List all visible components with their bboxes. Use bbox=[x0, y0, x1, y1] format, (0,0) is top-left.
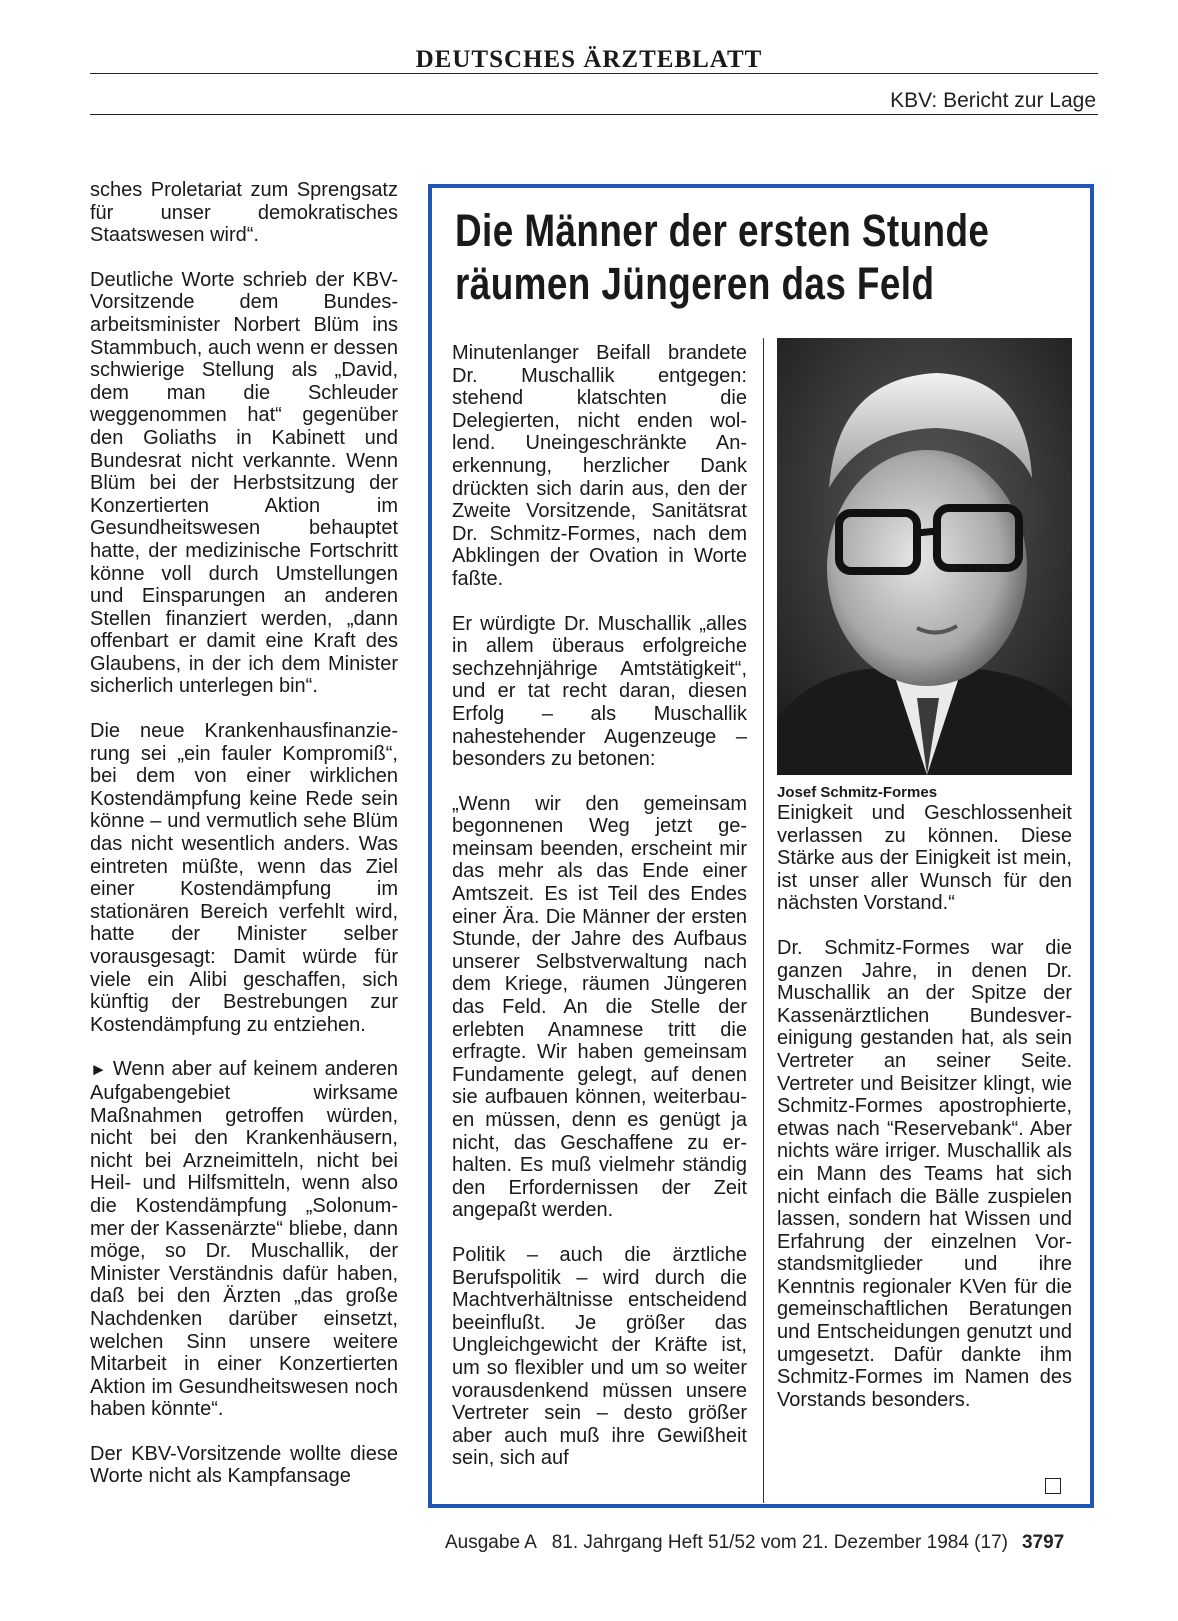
headline-line-1: Die Männer der ersten Stunde bbox=[455, 205, 990, 256]
left-paragraph-1: sches Proletariat zum Sprengsatz für unser demokratisches Staatswesen wird“. bbox=[90, 179, 398, 247]
column-divider bbox=[763, 338, 764, 1503]
left-paragraph-3: Die neue Krankenhausfinanzierung sei „ein fauler Kompromiß“, bei dem von einer wirklichen Kostendämpfung keine Rede sein könne – und vermutlich sehe Blüm das nicht wesentlich anders. Was eintreten müßte, wenn das Ziel einer Kostendämpfung im stationären Bereich verfehlt wird, hatte der Minister selber vorausgesagt: Damit würde für viele ein Alibi geschaffen, sich künftig der Bestrebungen zur Kostendämpfung zu entziehen. bbox=[90, 720, 398, 1036]
article-paragraph-5: Einigkeit und Geschlossenheit verlassen zu können. Diese Stärke aus der Einigkeit ist mein, ist unser aller Wunsch für den nächsten Vorstand.“ bbox=[777, 802, 1072, 915]
left-paragraph-4-text: Wenn aber auf keinem anderen Aufgabengebiet wirksame Maßnahmen getroffen würden, nicht bei den Krankenhäusern, nicht bei Arzneimitteln, nicht bei Heil- und Hilfsmitteln, wenn also die Kostendämpfung „Solonummer der Kassenärzte“ bliebe, dann möge, so Dr. Muschallik, der Minister Verständnis dafür haben, daß bei den Ärzten „das große Nachdenken darüber einsetzt, welchen Sinn unsere weitere Mitarbeit in einer Konzertierten Aktion im Gesundheitswesen noch haben könnte“. bbox=[90, 1058, 398, 1421]
article-column-2 bbox=[777, 802, 1072, 1411]
portrait-image bbox=[777, 338, 1072, 775]
masthead-rule bbox=[90, 73, 1098, 74]
header-rule bbox=[90, 114, 1098, 115]
photo-caption: Josef Schmitz-Formes bbox=[777, 784, 938, 801]
masthead: DEUTSCHES ÄRZTEBLATT bbox=[415, 46, 763, 73]
article-paragraph-1: Minutenlanger Beifall brandete Dr. Muschallik entgegen: stehend klatschten die Delegierten, nicht enden wollend. Uneingeschränkte Anerkennung, herzlicher Dank drückten sich darin aus, den der Zweite Vorsitzende, Sanitätsrat Dr. Schmitz-Formes, nach dem Abklingen der Ovation in Worte faßte. bbox=[452, 342, 747, 590]
page-number: 3797 bbox=[1021, 1532, 1065, 1553]
left-column bbox=[90, 179, 398, 1488]
section-title: KBV: Bericht zur Lage bbox=[890, 89, 1096, 112]
headline-line-2: räumen Jüngeren das Feld bbox=[455, 258, 935, 309]
footer-issue: Ausgabe A 81. Jahrgang Heft 51/52 vom 21. Dezember 1984 (17) bbox=[445, 1532, 1008, 1553]
arrow-icon: ► bbox=[90, 1060, 107, 1080]
article-paragraph-6: Dr. Schmitz-Formes war die ganzen Jahre, in denen Dr. Muschallik an der Spitze der Kassenärztlichen Bundesvereinigung gestanden hat, als sein Vertreter an seiner Seite. Vertreter und Beisitzer klingt, wie Schmitz-Formes apostrophierte, etwas nach “Reservebank“. Aber nichts wäre irriger. Muschallik als ein Mann des Teams hat sich nicht einfach die Bälle zuspielen lassen, sondern hat Wissen und Erfahrung der einzelnen Vorstandsmitglieder und ihre Kenntnis regionaler KVen für die gemeinschaftlichen Beratungen und Entscheidungen genutzt und umgesetzt. Dafür dankte ihm Schmitz-Formes im Namen des Vorstands besonders. bbox=[777, 936, 1072, 1411]
article-paragraph-3: „Wenn wir den gemeinsam begonnenen Weg jetzt gemeinsam beenden, erscheint mir das mehr als das Ende einer Amtszeit. Es ist Teil des Endes einer Ära. Die Männer der ersten Stunde, der Jahre des Aufbaus unserer Selbstverwaltung nach dem Kriege, räumen Jüngeren das Feld. An die Stelle der erlebten Anamnese tritt die erfragte. Wir haben gemeinsam Fundamente gelegt, auf denen sie aufbauen können, weiterbauen müssen, denn es genügt ja nicht, das Geschaffene zu erhalten. Es muß vielmehr ständig den Erfordernissen der Zeit angepaßt werden. bbox=[452, 792, 747, 1222]
left-paragraph-2: Deutliche Worte schrieb der KBV-Vorsitzende dem Bundesarbeitsminister Norbert Blüm ins Stammbuch, auch wenn er dessen schwierige Stellung als „David, dem man die Schleuder weggenommen hat“ gegenüber den Goliaths in Kabinett und Bundesrat nicht verkannte. Wenn Blüm bei der Herbstsitzung der Konzertierten Aktion im Gesundheitswesen behauptet hatte, der medizinische Fortschritt könne voll durch Umstellungen und Einsparungen an anderen Stellen finanziert werden, „dann offenbart er damit eine Kraft des Glaubens, in der ich dem Minister sicherlich unterlegen bin“. bbox=[90, 268, 398, 698]
left-paragraph-4 bbox=[90, 1058, 398, 1421]
article-column-1 bbox=[452, 342, 747, 1470]
portrait-photo bbox=[777, 338, 1072, 775]
article-paragraph-4: Politik – auch die ärztliche Berufspolitik – wird durch die Machtverhältnisse entscheidend beeinflußt. Je größer das Ungleichgewicht der Kräfte ist, um so flexibler und um so weiter vorausdenkend müssen unsere Vertreter sein – desto größer aber auch muß ihre Gewißheit sein, sich auf bbox=[452, 1243, 747, 1470]
left-paragraph-5: Der KBV-Vorsitzende wollte diese Worte nicht als Kampfansage bbox=[90, 1442, 398, 1488]
footer bbox=[445, 1532, 1064, 1554]
headline bbox=[455, 204, 990, 310]
article-paragraph-2: Er würdigte Dr. Muschallik „alles in allem überaus erfolgreiche sechzehnjährige Amtstätigkeit“, und er tat recht daran, diesen Erfolg – als Muschallik nahestehender Augenzeuge – besonders zu betonen: bbox=[452, 612, 747, 771]
end-of-article-square-icon bbox=[1045, 1478, 1061, 1494]
